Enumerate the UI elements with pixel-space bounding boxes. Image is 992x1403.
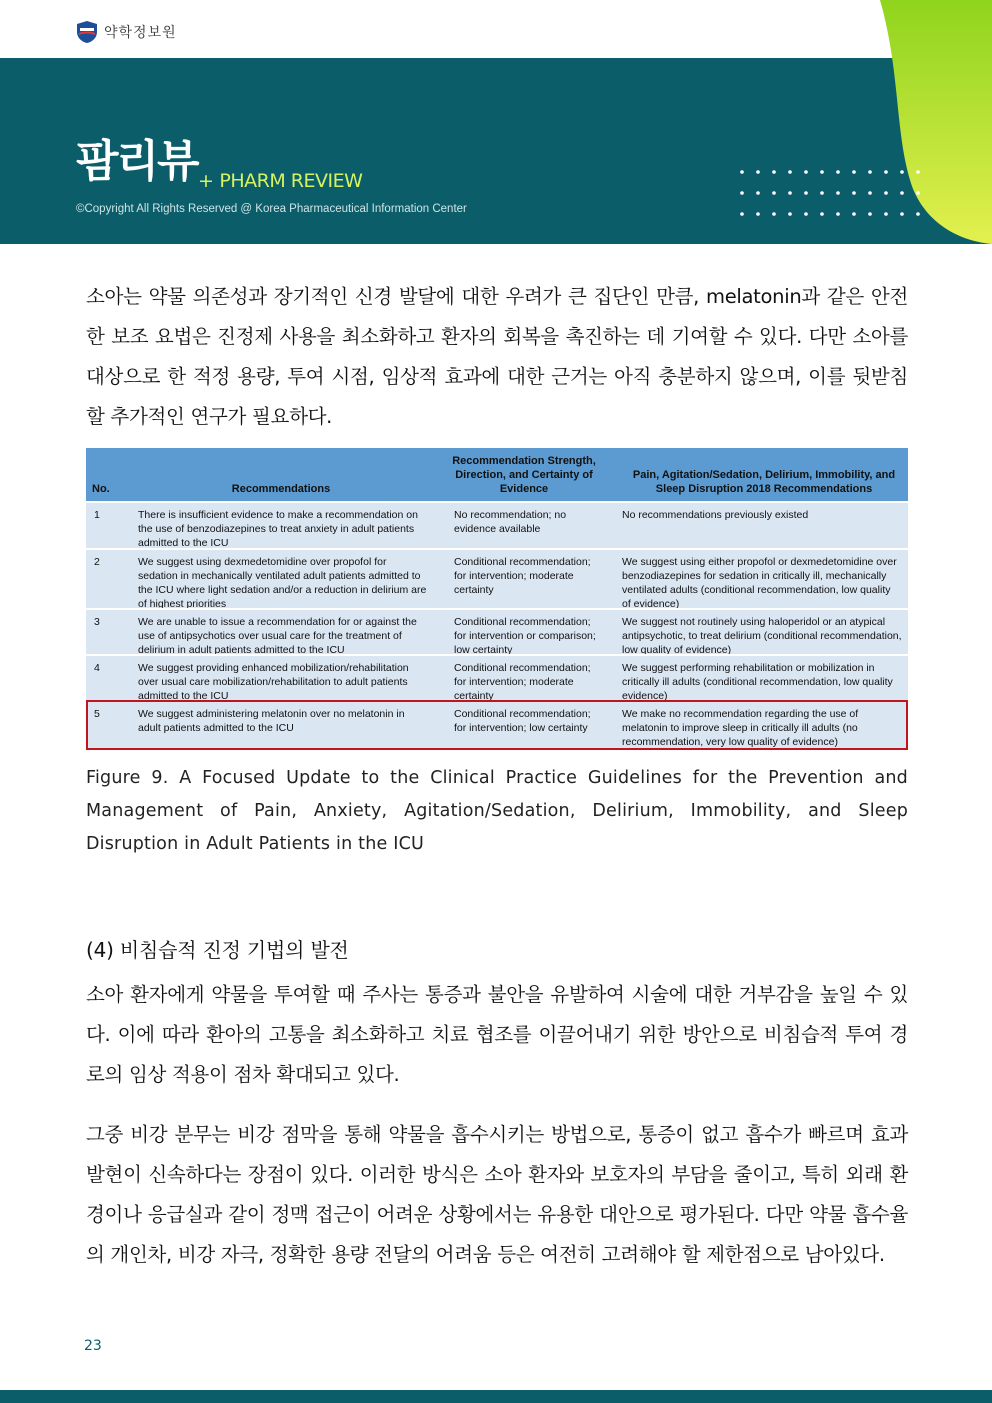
- publication-title: 팜리뷰: [76, 136, 198, 187]
- subtitle-text: PHARM REVIEW: [219, 170, 363, 192]
- dot-grid: [740, 170, 920, 216]
- row-strength: Conditional recommendation; for intervention; moderate certainty: [454, 662, 591, 702]
- row-number: 5: [94, 708, 100, 720]
- row-padis: We suggest performing rehabilitation or mobilization in critically ill adults (conditional recommendation, low quality evidence): [622, 662, 893, 702]
- row-recommendation: There is insufficient evidence to make a recommendation on the use of benzodiazepines to treat anxiety in adult patients admitted to the ICU: [138, 509, 418, 549]
- header-recommendations: Recommendations: [231, 483, 331, 495]
- row-strength: Conditional recommendation; for intervention; low certainty: [454, 708, 591, 734]
- publication-subtitle: [198, 170, 362, 192]
- guideline-table-figure: [86, 448, 908, 750]
- row-recommendation: We suggest using dexmedetomidine over propofol for sedation in mechanically ventilated adult patients admitted to the ICU where light sedation and/or a reduction in delirium are of highest priorities: [138, 556, 427, 610]
- row-recommendation: We are unable to issue a recommendation for or against the use of antipsychotics over usual care for the treatment of delirium in adult patients admitted to the ICU: [138, 616, 417, 656]
- row-padis: We suggest not routinely using haloperidol or an atypical antipsychotic, to treat delirium (conditional recommendation, low quality of evidence): [622, 616, 902, 656]
- row-number: 2: [94, 556, 100, 568]
- page-number: 23: [84, 1338, 102, 1354]
- row-padis: We suggest using either propofol or dexmedetomidine over benzodiazepines for sedation in critically ill, mechanically ventilated adults (conditional recommendation, low quality of evidence): [622, 556, 897, 610]
- row-strength: No recommendation; no evidence available: [454, 509, 567, 535]
- row-padis: We make no recommendation regarding the use of melatonin to improve sleep in critically ill adults (no recommendation, very low quality of evidence): [622, 708, 859, 748]
- row-number: 1: [94, 509, 100, 521]
- table-row: [86, 654, 908, 700]
- row-strength: Conditional recommendation; for intervention; moderate certainty: [454, 556, 591, 596]
- body-paragraph-2: 소아 환자에게 약물을 투여할 때 주사는 통증과 불안을 유발하여 시술에 대한 거부감을 높일 수 있다. 이에 따라 환아의 고통을 최소화하고 치료 협조를 이끌어내기 위한 방안으로 비침습적 투여 경로의 임상 적용이 점차 확대되고 있다.: [86, 983, 908, 1086]
- body-paragraph-1: 소아는 약물 의존성과 장기적인 신경 발달에 대한 우려가 큰 집단인 만큼, melatonin과 같은 안전한 보조 요법은 진정제 사용을 최소화하고 환자의 회복을 촉진하는 데 기여할 수 있다. 다만 소아를 대상으로 한 적정 용량, 투여 시점, 임상적 효과에 대한 근거는 아직 충분하지 않으며, 이를 뒷받침할 추가적인 연구가 필요하다.: [86, 285, 908, 428]
- row-recommendation: We suggest providing enhanced mobilization/rehabilitation over usual care mobilization/rehabilitation to adult patients admitted to the ICU: [138, 662, 409, 702]
- footer-bar: [0, 1390, 992, 1403]
- row-number: 4: [94, 662, 100, 674]
- header-strength: Recommendation Strength, Direction, and Certainty of Evidence: [452, 455, 596, 495]
- org-logo: [76, 20, 177, 44]
- section-heading: (4) 비침습적 진정 기법의 발전: [86, 938, 349, 962]
- row-strength: Conditional recommendation; for intervention or comparison; low certainty: [454, 616, 596, 656]
- table-row: [86, 548, 908, 608]
- header-padis: Pain, Agitation/Sedation, Delirium, Immobility, and Sleep Disruption 2018 Recommendations: [632, 469, 896, 495]
- shield-logo-icon: [76, 20, 98, 44]
- header-no: No.: [92, 483, 110, 495]
- row-padis: No recommendations previously existed: [622, 509, 809, 521]
- figure-caption: Figure 9. A Focused Update to the Clinical Practice Guidelines for the Prevention and Management of Pain, Anxiety, Agitation/Sedation, Delirium, Immobility, and Sleep Disruption in Adult Patients in the ICU: [86, 768, 908, 854]
- table-row: [86, 608, 908, 654]
- copyright-notice: ©Copyright All Rights Reserved @ Korea Pharmaceutical Information Center: [76, 203, 467, 215]
- table-header: [86, 448, 908, 501]
- org-name: 약학정보원: [104, 25, 177, 41]
- body-paragraph-3: 그중 비강 분무는 비강 점막을 통해 약물을 흡수시키는 방법으로, 통증이 없고 흡수가 빠르며 효과 발현이 신속하다는 장점이 있다. 이러한 방식은 소아 환자와 보호자의 부담을 줄이고, 특히 외래 환경이나 응급실과 같이 정맥 접근이 어려운 상황에서는 유용한 대안으로 평가된다. 다만 약물 흡수율의 개인차, 비강 자극, 정확한 용량 전달의 어려움 등은 여전히 고려해야 할 제한점으로 남아있다.: [86, 1123, 908, 1266]
- row-recommendation: We suggest administering melatonin over no melatonin in adult patients admitted to the ICU: [138, 708, 405, 734]
- row-number: 3: [94, 616, 100, 628]
- highlight-box: [86, 700, 908, 750]
- plus-glyph: +: [198, 170, 214, 192]
- table-row: [86, 501, 908, 548]
